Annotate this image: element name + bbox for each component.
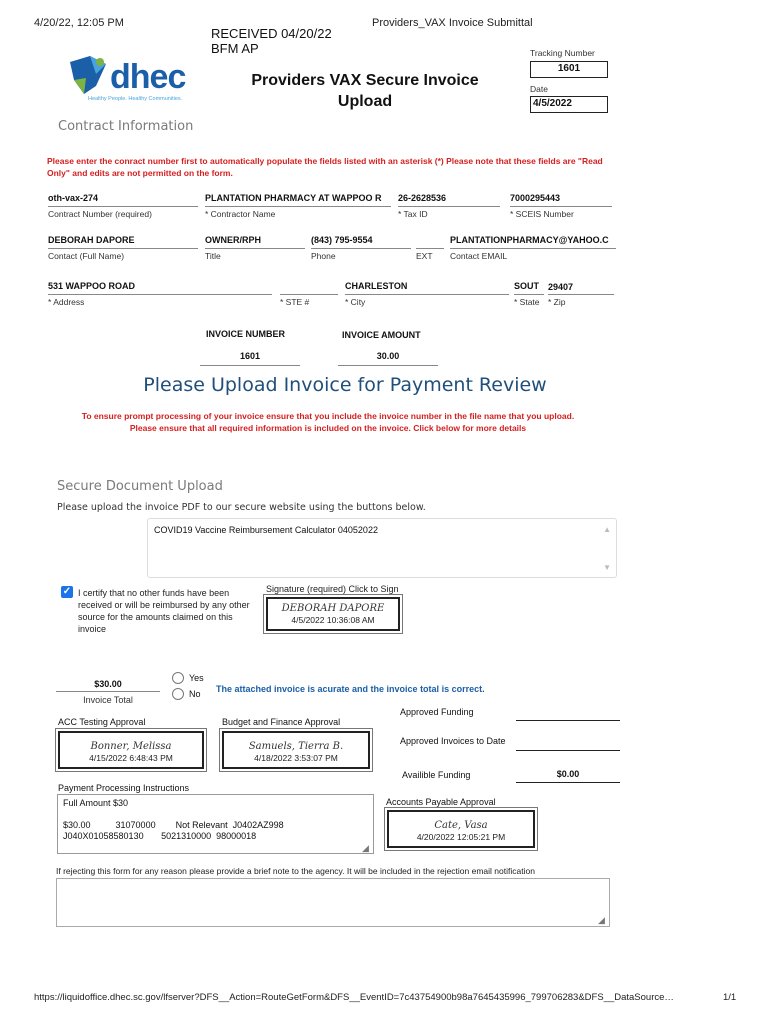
certify-text: I certify that no other funds have been received or will be reimbursed by any other source for the amounts claimed on this invoice (78, 588, 250, 634)
payment-instructions-label: Payment Processing Instructions (58, 783, 190, 793)
upload-note-line1: To ensure prompt processing of your invoice ensure that you include the invoice number in the file name that you upload. (81, 411, 575, 421)
received-stamp-line1: RECEIVED 04/20/22 (211, 26, 332, 41)
rejection-resize-icon[interactable]: ◢ (598, 915, 605, 925)
yes-radio[interactable] (172, 672, 184, 684)
form-title-line1: Providers VAX Secure Invoice (251, 72, 479, 89)
contractor-name-value: PLANTATION PHARMACY AT WAPPOO R (205, 193, 382, 203)
city-label: * City (345, 297, 366, 307)
signature-label: Signature (required) Click to Sign (266, 584, 399, 594)
secure-upload-title: Secure Document Upload (57, 479, 223, 494)
city-value: CHARLESTON (345, 281, 408, 291)
ste-label: * STE # (280, 297, 310, 307)
print-footer-page: 1/1 (723, 992, 737, 1003)
zip-value: 29407 (548, 282, 574, 292)
sceis-value: 7000295443 (510, 193, 561, 203)
logo-text: dhec (110, 58, 186, 96)
phone-value[interactable]: (843) 795-9554 (311, 235, 373, 245)
form-title (220, 70, 510, 112)
rejection-label: If rejecting this form for any reason please provide a brief note to the agency. It will be included in the rejection email notification (56, 866, 535, 876)
acc-approval-name: Bonner, Melissa (90, 741, 172, 752)
form-title-line2: Upload (337, 93, 393, 110)
state-value: SOUT (514, 281, 540, 291)
no-radio[interactable] (172, 688, 184, 700)
tax-id-label: * Tax ID (398, 209, 428, 219)
payment-instructions-textarea[interactable]: Full Amount $30 $30.00 31070000 Not Relevant J0402AZ998 J040X01058580130 5021310000 98000018 (57, 794, 374, 854)
contact-name-value[interactable]: DEBORAH DAPORE (48, 235, 135, 245)
approved-to-date-label: Approved Invoices to Date (400, 736, 506, 746)
invoice-number-value[interactable]: 1601 (239, 351, 261, 361)
budget-approval-datetime: 4/18/2022 3:53:07 PM (254, 753, 338, 763)
received-stamp (211, 26, 332, 56)
budget-approval-label: Budget and Finance Approval (222, 717, 341, 727)
uploaded-file-name[interactable]: COVID19 Vaccine Reimbursement Calculator 04052022 (154, 525, 378, 535)
contractor-name-label: * Contractor Name (205, 209, 276, 219)
upload-note-line2: Please ensure that all required information is included on the invoice. Click below for more details (129, 423, 527, 433)
email-value[interactable]: PLANTATIONPHARMACY@YAHOO.C (450, 235, 609, 245)
signature-datetime: 4/5/2022 10:36:08 AM (291, 615, 375, 625)
invoice-number-label: INVOICE NUMBER (206, 329, 286, 339)
contract-note: Please enter the conract number first to automatically populate the fields listed with an asterisk (*) Please note that these fields are "Read Only" and edits are not permitted on the form. (47, 156, 603, 178)
contact-name-label: Contact (Full Name) (48, 251, 125, 261)
email-label: Contact EMAIL (450, 251, 508, 261)
resize-handle-icon[interactable]: ◢ (362, 843, 369, 853)
rejection-textarea[interactable] (56, 878, 610, 927)
ap-approval-name: Cate, Vasa (434, 820, 488, 831)
zip-label: * Zip (548, 297, 566, 307)
contract-info-title: Contract Information (58, 119, 194, 134)
received-stamp-line2: BFM AP (211, 41, 259, 56)
sceis-label: * SCEIS Number (510, 209, 574, 219)
available-funding-value: $0.00 (556, 769, 580, 779)
dhec-logo (66, 52, 200, 108)
upload-note (0, 410, 656, 434)
date-field: 4/5/2022 (530, 96, 608, 113)
ap-approval-label: Accounts Payable Approval (386, 797, 496, 807)
uploaded-files-list[interactable] (147, 518, 617, 578)
scroll-down-icon[interactable]: ▼ (603, 563, 611, 572)
print-doc-title: Providers_VAX Invoice Submittal (372, 17, 533, 29)
logo-tagline: Healthy People. Healthy Communities. (88, 96, 183, 102)
acc-approval-box[interactable] (58, 731, 204, 769)
secure-upload-instructions: Please upload the invoice PDF to our secure website using the buttons below. (57, 502, 426, 513)
invoice-amount-label: INVOICE AMOUNT (342, 330, 421, 340)
address-value: 531 WAPPOO ROAD (48, 281, 136, 291)
invoice-total-label: Invoice Total (83, 695, 133, 705)
ap-approval-datetime: 4/20/2022 12:05:21 PM (416, 832, 506, 842)
tracking-number-field: 1601 (530, 61, 608, 78)
signature-box[interactable] (266, 597, 400, 631)
yes-radio-label: Yes (189, 673, 204, 683)
contract-number-label: Contract Number (required) (48, 209, 152, 219)
acc-approval-label: ACC Testing Approval (58, 717, 146, 727)
contract-number-value[interactable]: oth-vax-274 (48, 193, 99, 203)
print-footer-url: https://liquidoffice.dhec.sc.gov/lfserver?DFS__Action=RouteGetForm&DFS__EventID=7c43754900b98a7645435996_799706283&DFS__DataSource… (34, 992, 674, 1003)
date-label: Date (530, 84, 548, 94)
tracking-number-label: Tracking Number (530, 48, 595, 58)
invoice-amount-value[interactable]: 30.00 (376, 351, 400, 361)
ap-approval-box[interactable] (387, 810, 535, 848)
upload-heading: Please Upload Invoice for Payment Review (143, 374, 547, 396)
certify-checkbox[interactable]: ✓ (62, 586, 72, 597)
phone-label: Phone (311, 251, 336, 261)
invoice-total-value[interactable]: $30.00 (94, 679, 122, 689)
budget-approval-box[interactable] (222, 731, 370, 769)
address-label: * Address (48, 297, 85, 307)
budget-approval-name: Samuels, Tierra B. (248, 741, 344, 752)
title-label: Title (205, 251, 221, 261)
approved-funding-label: Approved Funding (400, 707, 474, 717)
ext-label: EXT (416, 251, 433, 261)
no-radio-label: No (189, 689, 201, 699)
signature-name: DEBORAH DAPORE (281, 603, 385, 614)
available-funding-label: Availible Funding (402, 770, 471, 780)
title-value[interactable]: OWNER/RPH (205, 235, 261, 245)
scroll-up-icon[interactable]: ▲ (603, 525, 611, 534)
print-datetime: 4/20/22, 12:05 PM (34, 17, 124, 29)
invoice-total-statement: The attached invoice is acurate and the invoice total is correct. (216, 684, 485, 694)
acc-approval-datetime: 4/15/2022 6:48:43 PM (89, 753, 173, 763)
state-label: * State (514, 297, 540, 307)
tax-id-value: 26-2628536 (398, 193, 447, 203)
